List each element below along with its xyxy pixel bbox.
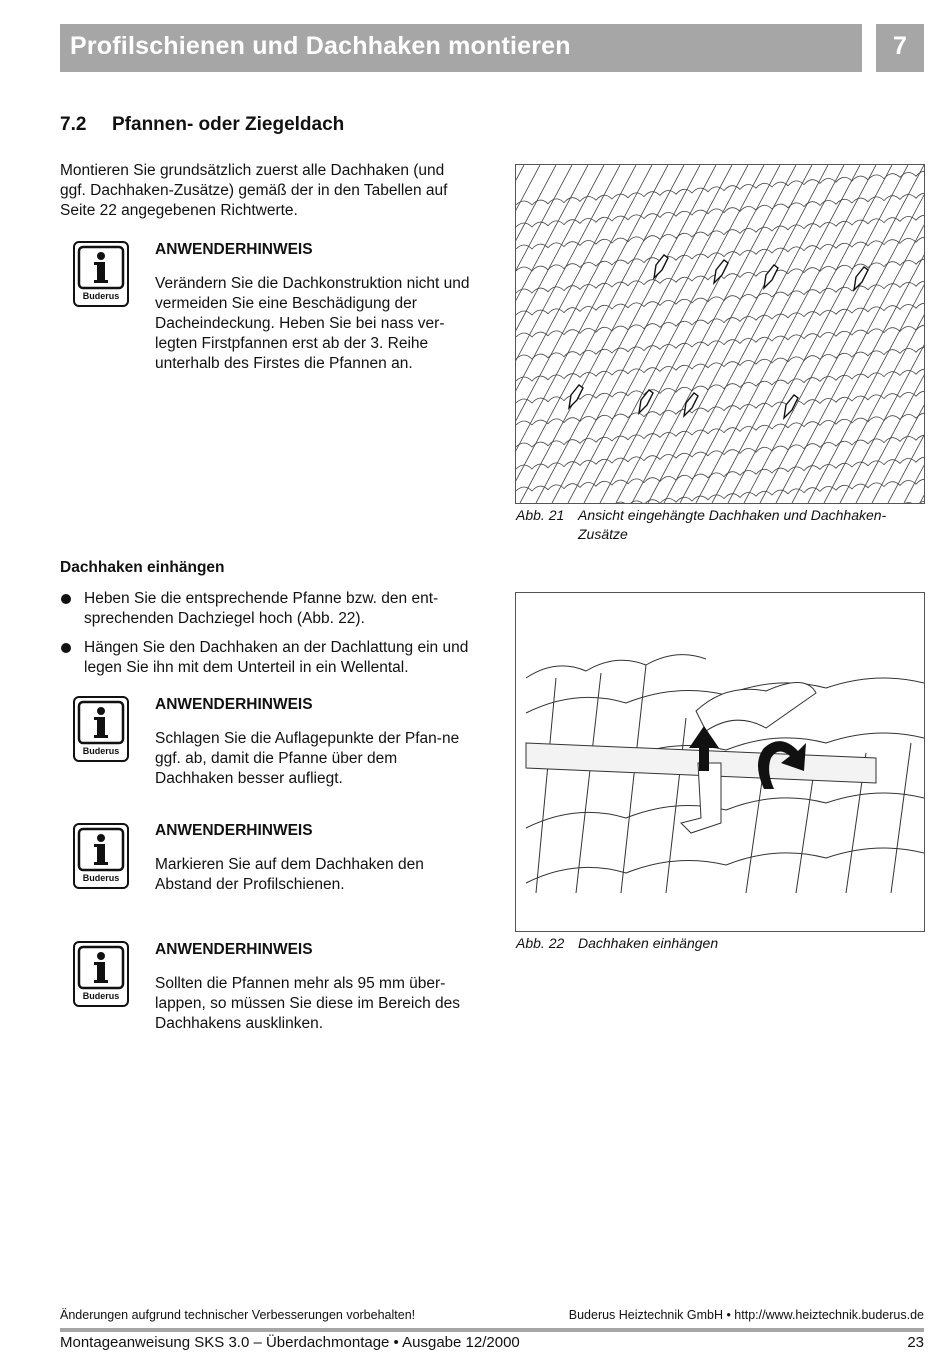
- hook-insertion-illustration: [516, 593, 924, 931]
- roof-hook-mark: [854, 267, 868, 290]
- chapter-header-bar: [60, 24, 862, 72]
- figure-hook-insertion: [515, 592, 925, 932]
- info-icon: [73, 823, 129, 889]
- note-text: Verändern Sie die Dachkonstruktion nicht und vermeiden Sie eine Beschädigung der Dacheindeckung. Heben Sie bei nass ver-legten Firstpfannen erst ab der 3. Reihe unterhalb des Firstes die Pfannen an.: [155, 275, 470, 372]
- figure-caption-22: [516, 934, 926, 954]
- roof-hook-mark: [569, 385, 583, 408]
- brand-label: Buderus: [82, 991, 120, 1001]
- brand-label: Buderus: [82, 746, 120, 756]
- note-text: Schlagen Sie die Auflagepunkte der Pfan-ne ggf. ab, damit die Pfanne über dem Dachhaken besser aufliegt.: [155, 730, 460, 787]
- list-item: [60, 638, 470, 678]
- footer-company: Buderus Heiztechnik GmbH • http://www.heiztechnik.buderus.de: [568, 1308, 924, 1322]
- roof-hooks-illustration: [516, 165, 924, 503]
- list-item-text: Hängen Sie den Dachhaken an der Dachlattung ein und legen Sie ihn mit dem Unterteil in ein Wellental.: [84, 639, 469, 676]
- chapter-number-box: [876, 24, 924, 72]
- section-title: Pfannen- oder Ziegeldach: [112, 114, 345, 135]
- intro-paragraph: Montieren Sie grundsätzlich zuerst alle Dachhaken (und ggf. Dachhaken-Zusätze) gemäß der in den Tabellen auf Seite 22 angegebenen Richtwerte.: [60, 162, 448, 219]
- instruction-list: [60, 589, 470, 687]
- figure-roof-hooks-overview: [515, 164, 925, 504]
- brand-label: Buderus: [82, 291, 120, 301]
- note-heading: ANWENDERHINWEIS: [155, 696, 313, 713]
- section-heading: [60, 114, 344, 136]
- chapter-title: Profilschienen und Dachhaken montieren: [70, 32, 571, 60]
- section-number: 7.2: [60, 114, 87, 135]
- note-heading: ANWENDERHINWEIS: [155, 822, 313, 839]
- brand-label: Buderus: [82, 873, 120, 883]
- subsection-heading: Dachhaken einhängen: [60, 559, 225, 576]
- list-item: [60, 589, 470, 629]
- page-number: 23: [907, 1334, 924, 1351]
- figure-number: Abb. 21: [516, 507, 565, 523]
- footer-doc-title: Montageanweisung SKS 3.0 – Überdachmontage • Ausgabe 12/2000: [60, 1334, 520, 1351]
- note-heading: ANWENDERHINWEIS: [155, 241, 313, 258]
- figure-caption-text: Ansicht eingehängte Dachhaken und Dachhaken-Zusätze: [578, 507, 887, 542]
- info-icon: [73, 941, 129, 1007]
- figure-caption-text: Dachhaken einhängen: [578, 935, 719, 951]
- roof-hook-mark: [764, 265, 778, 288]
- roof-hook-mark: [714, 260, 728, 283]
- note-text: Sollten die Pfannen mehr als 95 mm über-lappen, so müssen Sie diese im Bereich des Dachhakens ausklinken.: [155, 975, 460, 1032]
- note-heading: ANWENDERHINWEIS: [155, 941, 313, 958]
- footer-disclaimer: Änderungen aufgrund technischer Verbesserungen vorbehalten!: [60, 1308, 416, 1322]
- figure-number: Abb. 22: [516, 935, 565, 951]
- figure-caption-21: [516, 506, 926, 546]
- roof-hook-mark: [639, 390, 653, 413]
- info-icon: [73, 241, 129, 307]
- info-icon: [73, 696, 129, 762]
- note-text: Markieren Sie auf dem Dachhaken den Abstand der Profilschienen.: [155, 856, 424, 893]
- list-item-text: Heben Sie die entsprechende Pfanne bzw. den ent-sprechenden Dachziegel hoch (Abb. 22).: [84, 590, 439, 627]
- footer-rule: [60, 1328, 924, 1332]
- roof-tile-lines: [516, 165, 924, 503]
- bullet-icon: [61, 594, 71, 604]
- chapter-number: 7: [893, 32, 907, 60]
- bullet-icon: [61, 643, 71, 653]
